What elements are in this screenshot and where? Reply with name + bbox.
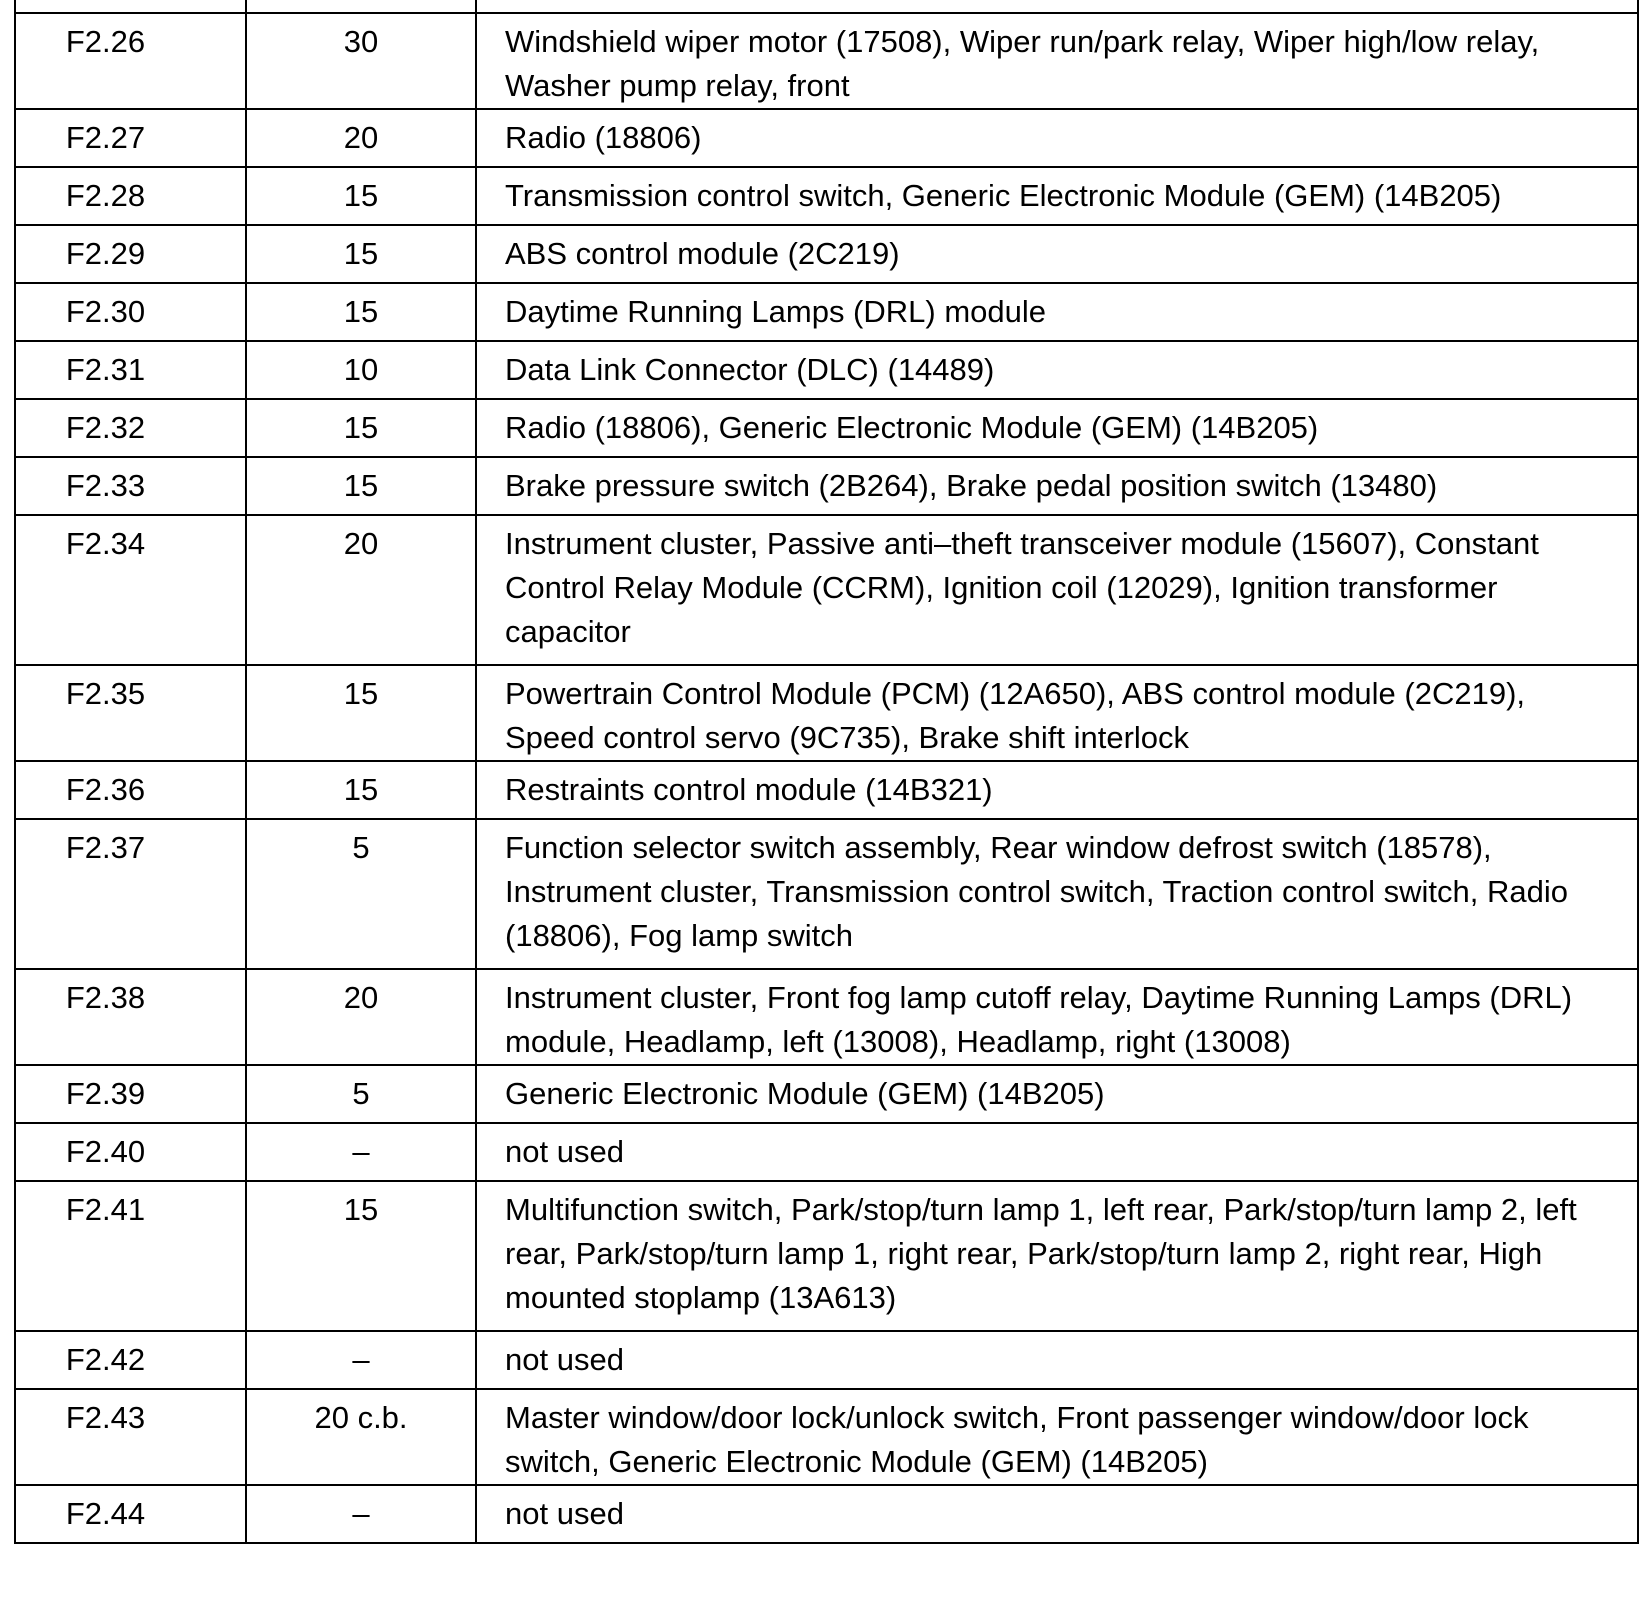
fuse-number	[15, 0, 246, 13]
fuse-number: F2.43	[15, 1389, 246, 1485]
table-row	[15, 167, 1638, 225]
fuse-number: F2.33	[15, 457, 246, 515]
fuse-number: F2.26	[15, 13, 246, 109]
table-row	[15, 969, 1638, 1065]
table-row	[15, 1123, 1638, 1181]
fuse-rating: 20	[246, 515, 476, 665]
fuse-number: F2.30	[15, 283, 246, 341]
fuse-rating: 20	[246, 109, 476, 167]
fuse-number: F2.36	[15, 761, 246, 819]
table-row	[15, 109, 1638, 167]
circuits-protected: Data Link Connector (DLC) (14489)	[476, 341, 1638, 399]
table-row	[15, 761, 1638, 819]
fuse-number: F2.44	[15, 1485, 246, 1543]
fuse-number: F2.41	[15, 1181, 246, 1331]
circuits-protected: Powertrain Control Module (PCM) (12A650), ABS control module (2C219), Speed control servo (9C735), Brake shift interlock	[476, 665, 1638, 761]
fuse-rating: 15	[246, 761, 476, 819]
circuits-protected: Multifunction switch, Park/stop/turn lamp 1, left rear, Park/stop/turn lamp 2, left rear, Park/stop/turn lamp 1, right rear, Park/stop/turn lamp 2, right rear, High mounted stoplamp (13A613)	[476, 1181, 1638, 1331]
circuits-protected: Function selector switch assembly, Rear window defrost switch (18578), Instrument cluster, Transmission control switch, Traction control switch, Radio (18806), Fog lamp switch	[476, 819, 1638, 969]
table-row	[15, 341, 1638, 399]
fuse-rating: 20	[246, 969, 476, 1065]
table-row	[15, 399, 1638, 457]
circuits-protected: Windshield wiper motor (17508), Wiper run/park relay, Wiper high/low relay, Washer pump relay, front	[476, 13, 1638, 109]
fuse-number: F2.35	[15, 665, 246, 761]
fuse-rating	[246, 0, 476, 13]
circuits-protected: Instrument cluster, Passive anti–theft transceiver module (15607), Constant Control Relay Module (CCRM), Ignition coil (12029), Ignition transformer capacitor	[476, 515, 1638, 665]
fuse-rating: 15	[246, 1181, 476, 1331]
table-row	[15, 1331, 1638, 1389]
fuse-rating: –	[246, 1331, 476, 1389]
circuits-protected: Brake pressure switch (2B264), Brake pedal position switch (13480)	[476, 457, 1638, 515]
fuse-number: F2.31	[15, 341, 246, 399]
fuse-number: F2.38	[15, 969, 246, 1065]
circuits-protected: Generic Electronic Module (GEM) (14B205)	[476, 1065, 1638, 1123]
table-row	[15, 225, 1638, 283]
circuits-protected: Daytime Running Lamps (DRL) module	[476, 283, 1638, 341]
circuits-protected: ABS control module (2C219)	[476, 225, 1638, 283]
table-row	[15, 1065, 1638, 1123]
fuse-rating: 30	[246, 13, 476, 109]
fuse-rating: –	[246, 1485, 476, 1543]
fuse-number: F2.29	[15, 225, 246, 283]
circuits-protected: not used	[476, 1485, 1638, 1543]
table-row	[15, 0, 1638, 13]
fuse-rating: 15	[246, 225, 476, 283]
circuits-protected: Master window/door lock/unlock switch, Front passenger window/door lock switch, Generic Electronic Module (GEM) (14B205)	[476, 1389, 1638, 1485]
table-row	[15, 665, 1638, 761]
fuse-rating: 15	[246, 399, 476, 457]
table-row	[15, 283, 1638, 341]
circuits-protected: Radio (18806), Generic Electronic Module (GEM) (14B205)	[476, 399, 1638, 457]
fuse-number: F2.34	[15, 515, 246, 665]
circuits-protected: Radio (18806)	[476, 109, 1638, 167]
circuits-protected: Transmission control switch, Generic Electronic Module (GEM) (14B205)	[476, 167, 1638, 225]
fuse-rating: 20 c.b.	[246, 1389, 476, 1485]
fuse-rating: 5	[246, 819, 476, 969]
table-row	[15, 819, 1638, 969]
fuse-rating: –	[246, 1123, 476, 1181]
circuits-protected: Restraints control module (14B321)	[476, 761, 1638, 819]
fuse-rating: 15	[246, 457, 476, 515]
fuse-number: F2.32	[15, 399, 246, 457]
table-row	[15, 13, 1638, 109]
fuse-number: F2.37	[15, 819, 246, 969]
fuse-number: F2.28	[15, 167, 246, 225]
fuse-rating: 10	[246, 341, 476, 399]
table-row	[15, 457, 1638, 515]
fuse-rating: 15	[246, 665, 476, 761]
fuse-number: F2.42	[15, 1331, 246, 1389]
circuits-protected: not used	[476, 1331, 1638, 1389]
fuse-rating: 5	[246, 1065, 476, 1123]
circuits-protected: Instrument cluster, Front fog lamp cutoff relay, Daytime Running Lamps (DRL) module, Headlamp, left (13008), Headlamp, right (13008)	[476, 969, 1638, 1065]
table-row	[15, 1485, 1638, 1543]
fuse-rating: 15	[246, 167, 476, 225]
fuse-number: F2.27	[15, 109, 246, 167]
table-row	[15, 1181, 1638, 1331]
table-row	[15, 515, 1638, 665]
fuse-number: F2.39	[15, 1065, 246, 1123]
fuse-number: F2.40	[15, 1123, 246, 1181]
table-row	[15, 1389, 1638, 1485]
circuits-protected	[476, 0, 1638, 13]
fuse-table	[14, 0, 1639, 1544]
fuse-rating: 15	[246, 283, 476, 341]
circuits-protected: not used	[476, 1123, 1638, 1181]
